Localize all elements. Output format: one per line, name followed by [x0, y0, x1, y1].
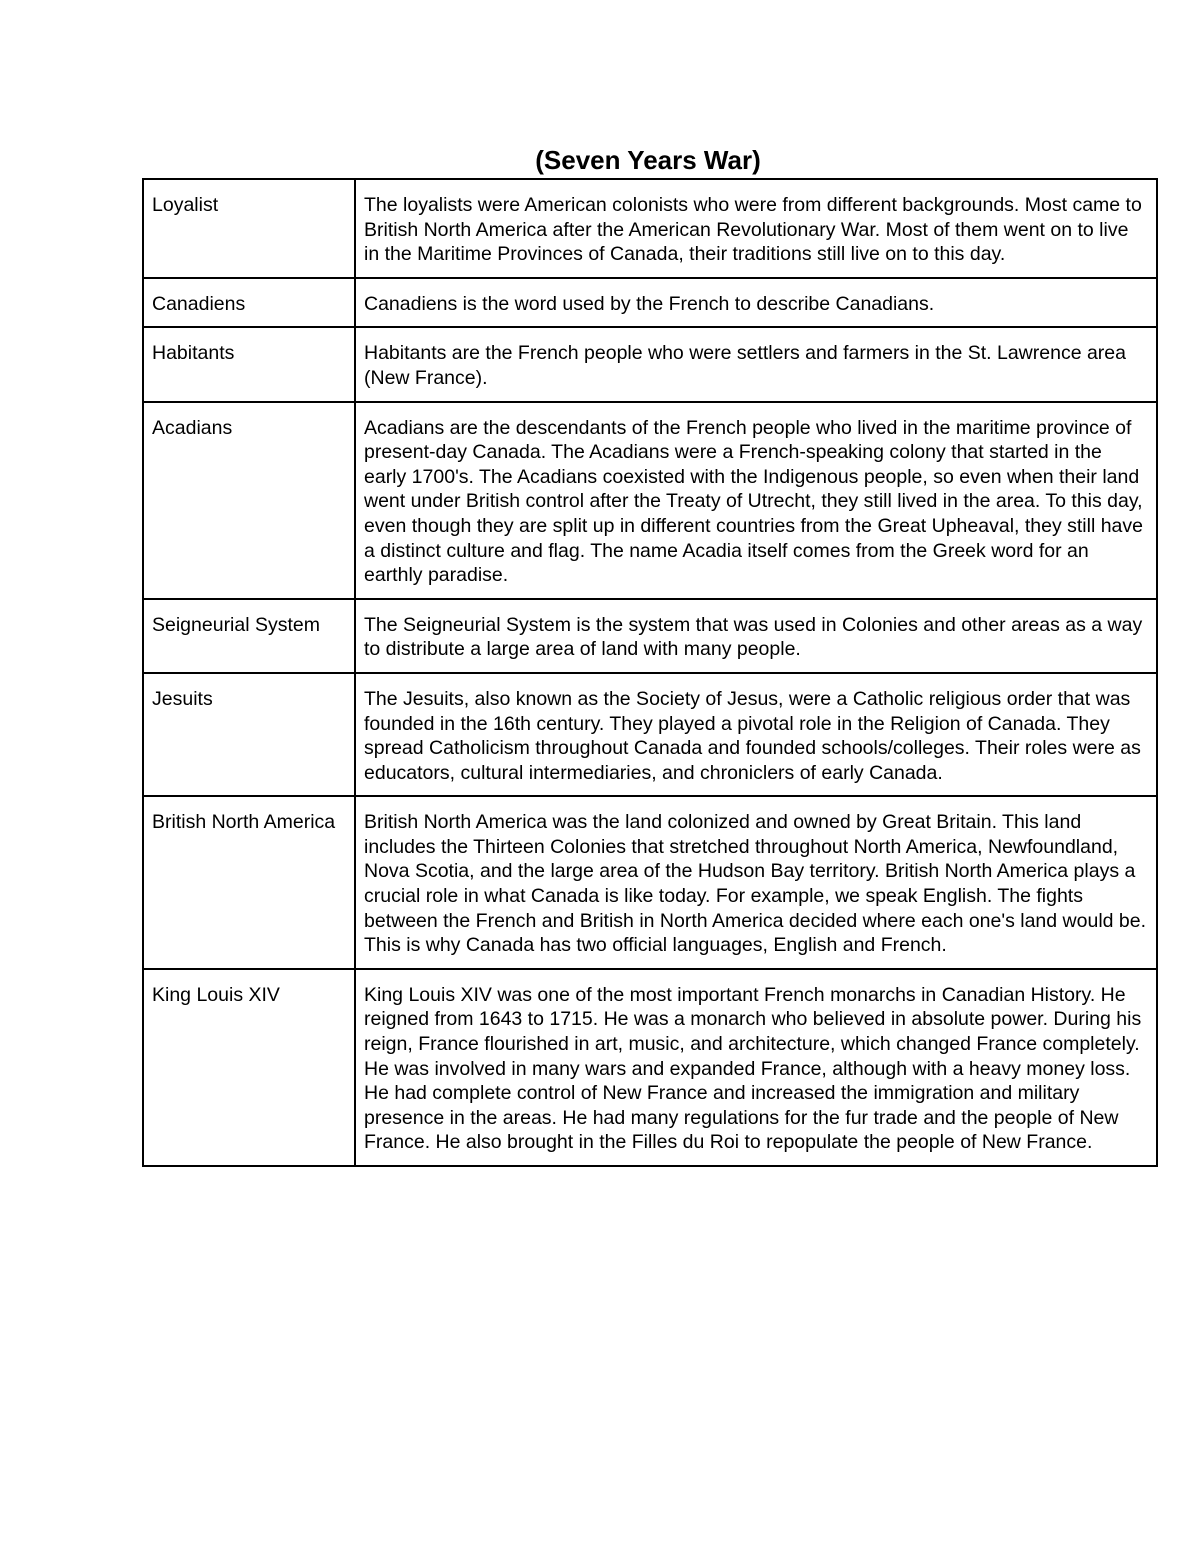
document-title: (Seven Years War) — [535, 145, 761, 175]
term-cell: Habitants — [143, 327, 355, 401]
definition-cell: The Jesuits, also known as the Society of Jesus, were a Catholic religious order that was founded in the 16th century. They played a pivotal role in the Religion of Canada. They spread Catholicism throughout Canada and founded schools/colleges. Their roles were as educators, cultural intermediaries, and chroniclers of early Canada. — [355, 673, 1157, 796]
definition-cell: The loyalists were American colonists who were from different backgrounds. Most came to British North America after the American Revolutionary War. Most of them went on to live in the Maritime Provinces of Canada, their traditions still live on to this day. — [355, 179, 1157, 278]
definition-cell: Acadians are the descendants of the French people who lived in the maritime province of present-day Canada. The Acadians were a French-speaking colony that started in the early 1700's. The Acadians coexisted with the Indigenous people, so even when their land went under British control after the Treaty of Utrecht, they still lived in the area. To this day, even though they are split up in different countries from the Great Upheaval, they still have a distinct culture and flag. The name Acadia itself comes from the Greek word for an earthly paradise. — [355, 402, 1157, 599]
term-cell: Seigneurial System — [143, 599, 355, 673]
definition-cell: The Seigneurial System is the system that was used in Colonies and other areas as a way to distribute a large area of land with many people. — [355, 599, 1157, 673]
table-row — [143, 673, 1157, 796]
term-cell: Loyalist — [143, 179, 355, 278]
table-row — [143, 179, 1157, 278]
table-row — [143, 599, 1157, 673]
definition-cell: British North America was the land colonized and owned by Great Britain. This land includes the Thirteen Colonies that stretched throughout North America, Newfoundland, Nova Scotia, and the large area of the Hudson Bay territory. British North America plays a crucial role in what Canada is like today. For example, we speak English. The fights between the French and British in North America decided where each one's land would be. This is why Canada has two official languages, English and French. — [355, 796, 1157, 969]
table-row — [143, 278, 1157, 328]
term-cell: Acadians — [143, 402, 355, 599]
definition-cell: Canadiens is the word used by the French to describe Canadians. — [355, 278, 1157, 328]
table-row — [143, 969, 1157, 1166]
definition-cell: Habitants are the French people who were settlers and farmers in the St. Lawrence area (New France). — [355, 327, 1157, 401]
term-cell: British North America — [143, 796, 355, 969]
table-row — [143, 796, 1157, 969]
term-cell: Canadiens — [143, 278, 355, 328]
term-cell: Jesuits — [143, 673, 355, 796]
term-cell: King Louis XIV — [143, 969, 355, 1166]
table-row — [143, 402, 1157, 599]
table-row — [143, 327, 1157, 401]
glossary-table — [142, 178, 1158, 1167]
definition-cell: King Louis XIV was one of the most important French monarchs in Canadian History. He reigned from 1643 to 1715. He was a monarch who believed in absolute power. During his reign, France flourished in art, music, and architecture, which changed France completely. He was involved in many wars and expanded France, although with a heavy money loss. He had complete control of New France and increased the immigration and military presence in the areas. He had many regulations for the fur trade and the people of New France. He also brought in the Filles du Roi to repopulate the people of New France. — [355, 969, 1157, 1166]
